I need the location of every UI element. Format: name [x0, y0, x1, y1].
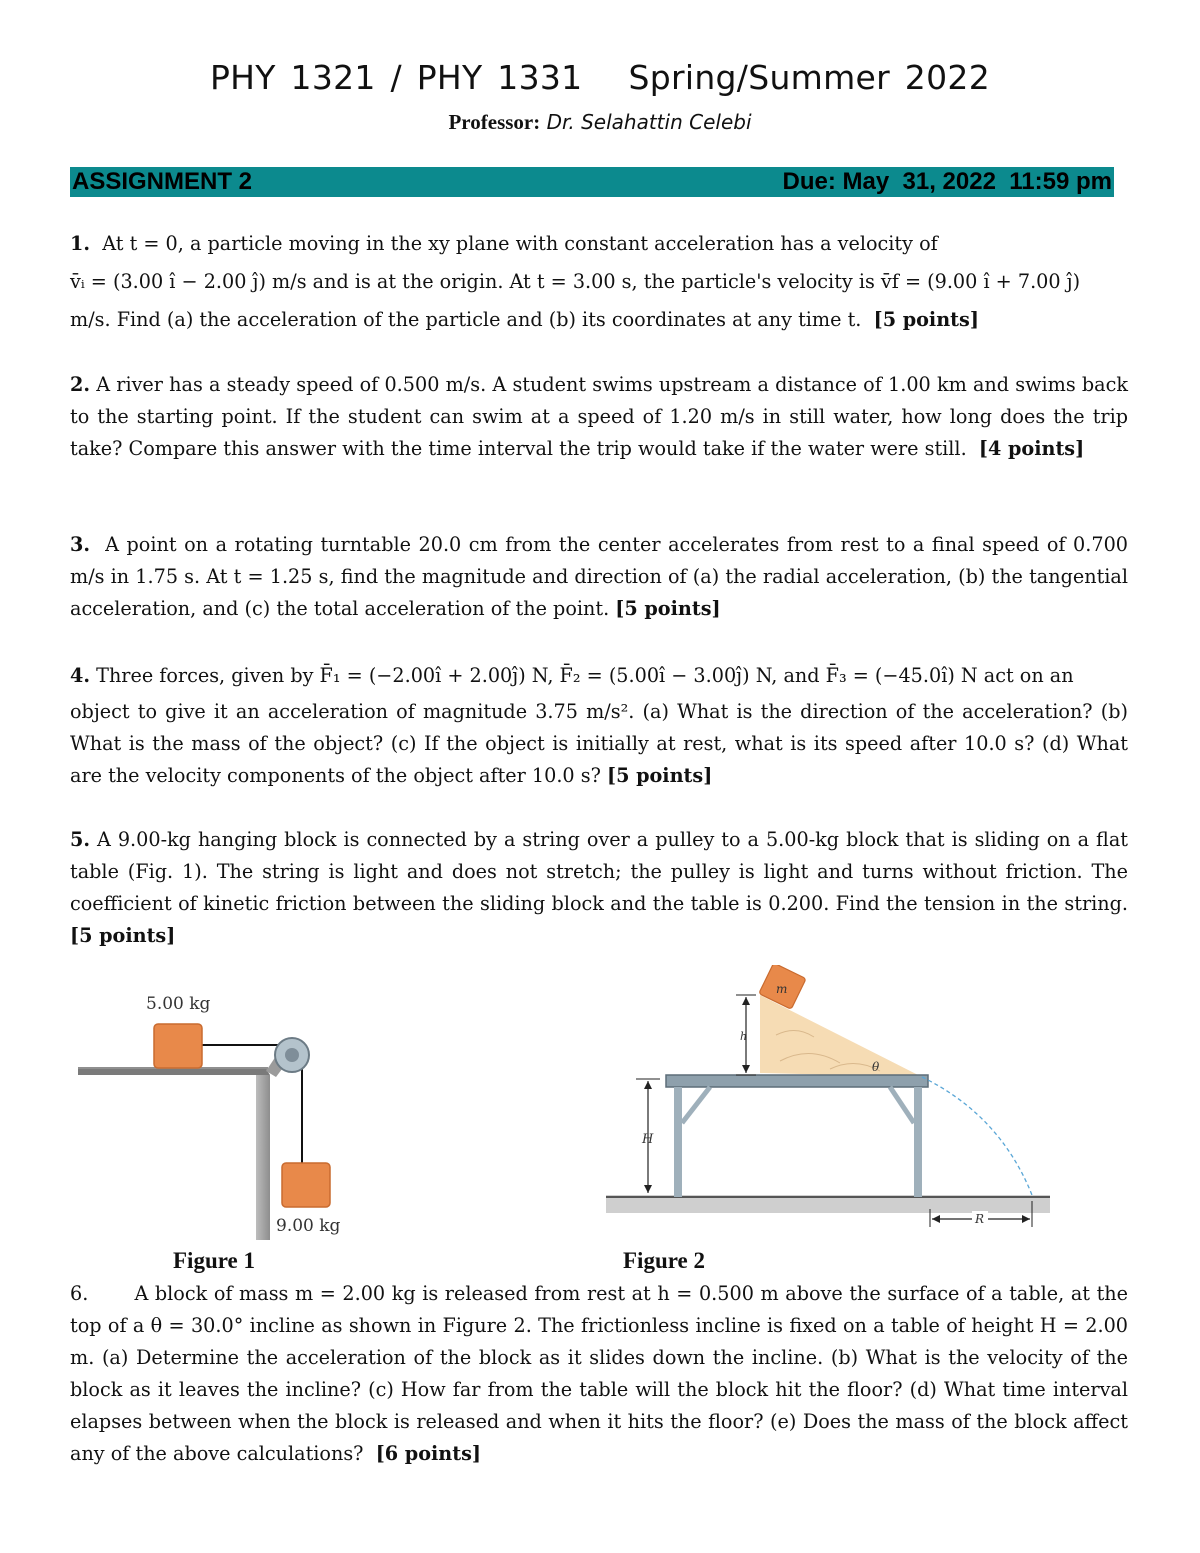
q2-number: 2.	[70, 373, 91, 396]
q5-text: A 9.00-kg hanging block is connected by a string over a pulley to a 5.00-kg block that is sliding on a flat table (Fig. 1). The string is light and does not stretch; the pulley is light and turns without friction. The coefficient of kinetic friction between the sliding block and the table is 0.200. Find the tension in the string.	[70, 828, 1128, 915]
h-arrow-down	[742, 1065, 750, 1073]
q5-number: 5.	[70, 828, 91, 851]
course-title	[0, 58, 1200, 97]
figure-2-diagram	[600, 965, 1060, 1245]
q5-points: [5 points]	[70, 924, 176, 947]
q6-number: 6.	[70, 1282, 89, 1305]
R-arrow-right	[1022, 1215, 1030, 1223]
table-wall	[256, 1075, 270, 1240]
table-leg-left	[674, 1087, 682, 1197]
due-date: Due: May 31, 2022 11:59 pm	[782, 168, 1112, 195]
q2-points: [4 points]	[978, 437, 1085, 460]
H-arrow-down	[644, 1185, 652, 1193]
q6-text: A block of mass m = 2.00 kg is released from rest at h = 0.500 m above the surface of a table, at the top of a θ = 30.0° incline as shown in Figure 2. The frictionless incline is fixed on a table of height H = 2.00 m. (a) Determine the acceleration of the block as it slides down the incline. (b) What is the velocity of the block as it leaves the incline? (c) How far from the table will the block hit the floor? (d) What time interval elapses between when the block is released and when it hits the floor? (e) Does the mass of the block affect any of the above calculations?	[70, 1282, 1128, 1465]
q1-text-3: m/s. Find (a) the acceleration of the particle and (b) its coordinates at any time t.	[70, 308, 862, 331]
q1-line2: v̄ᵢ = (3.00 î − 2.00 ĵ) m/s and is at the origin. At t = 3.00 s, the particle's velocity is v̄f = (9.00 î + 7.00 ĵ)	[70, 270, 1081, 293]
question-6	[70, 1278, 1128, 1470]
label-5kg: 5.00 kg	[146, 994, 211, 1014]
q4-number: 4.	[70, 664, 91, 687]
professor-label: Professor:	[448, 110, 541, 134]
label-H: H	[642, 1132, 654, 1147]
label-9kg: 9.00 kg	[276, 1216, 341, 1236]
q1-number: 1.	[70, 232, 91, 255]
q6-points: [6 points]	[375, 1442, 481, 1465]
q1-points: [5 points]	[873, 308, 979, 331]
q3-text: A point on a rotating turntable 20.0 cm from the center accelerates from rest to a final speed of 0.700 m/s in 1.75 s. At t = 1.25 s, find the magnitude and direction of (a) the radial acceleration, (b) the tangential acceleration, and (c) the total acceleration of the point.	[70, 533, 1128, 620]
course-term: Spring/Summer 2022	[628, 58, 990, 97]
table-edge	[78, 1069, 270, 1075]
q4-forces: Three forces, given by F̄₁ = (−2.00î + 2.00ĵ) N, F̄₂ = (5.00î − 3.00ĵ) N, and F̄₃ = (−45.0î) N act on an	[96, 664, 1074, 687]
q1-text-1: At t = 0, a particle moving in the xy plane with constant acceleration has a velocity of	[102, 232, 938, 255]
q3-points: [5 points]	[615, 597, 721, 620]
R-arrow-left	[932, 1215, 940, 1223]
table-top	[666, 1075, 928, 1087]
question-3	[70, 529, 1128, 625]
label-m: m	[776, 982, 788, 996]
figure-2-caption: Figure 2	[623, 1248, 705, 1273]
table-brace-left	[682, 1087, 710, 1123]
course-code: PHY 1321 / PHY 1331	[209, 58, 583, 97]
q2-text: A river has a steady speed of 0.500 m/s. A student swims upstream a distance of 1.00 km and swims back to the starting point. If the student can swim at a speed of 1.20 m/s in still water, how long does the trip take? Compare this answer with the time interval the trip would take if the water were still.	[70, 373, 1128, 460]
h-arrow-up	[742, 997, 750, 1005]
professor-line	[0, 110, 1200, 135]
question-4	[70, 660, 1128, 792]
assignment-title: ASSIGNMENT 2	[72, 168, 253, 195]
table-leg-right	[914, 1087, 922, 1197]
label-h: h	[740, 1030, 748, 1043]
trajectory-path	[922, 1077, 1032, 1195]
table-brace-right	[890, 1087, 914, 1123]
question-2	[70, 369, 1128, 465]
block-5kg	[154, 1024, 202, 1068]
pulley-hub	[285, 1048, 299, 1062]
q4-text: object to give it an acceleration of magnitude 3.75 m/s². (a) What is the direction of the acceleration? (b) What is the mass of the object? (c) If the object is initially at rest, what is its speed after 10.0 s? (d) What are the velocity components of the object after 10.0 s?	[70, 700, 1128, 787]
professor-name: Dr. Selahattin Celebi	[546, 110, 752, 134]
block-9kg	[282, 1163, 330, 1207]
q1-line1	[70, 228, 1128, 260]
label-R: R	[975, 1212, 985, 1226]
assignment-banner	[70, 167, 1114, 197]
q4-points: [5 points]	[606, 764, 713, 787]
q3-number: 3.	[70, 533, 91, 556]
q4-line1	[70, 660, 1128, 692]
question-5	[70, 824, 1128, 952]
figure-1-diagram	[70, 985, 370, 1245]
label-theta: θ	[872, 1060, 880, 1074]
q1-line3	[70, 304, 1128, 336]
question-1	[70, 228, 1128, 336]
figure-1-caption: Figure 1	[173, 1248, 255, 1273]
H-arrow-up	[644, 1081, 652, 1089]
